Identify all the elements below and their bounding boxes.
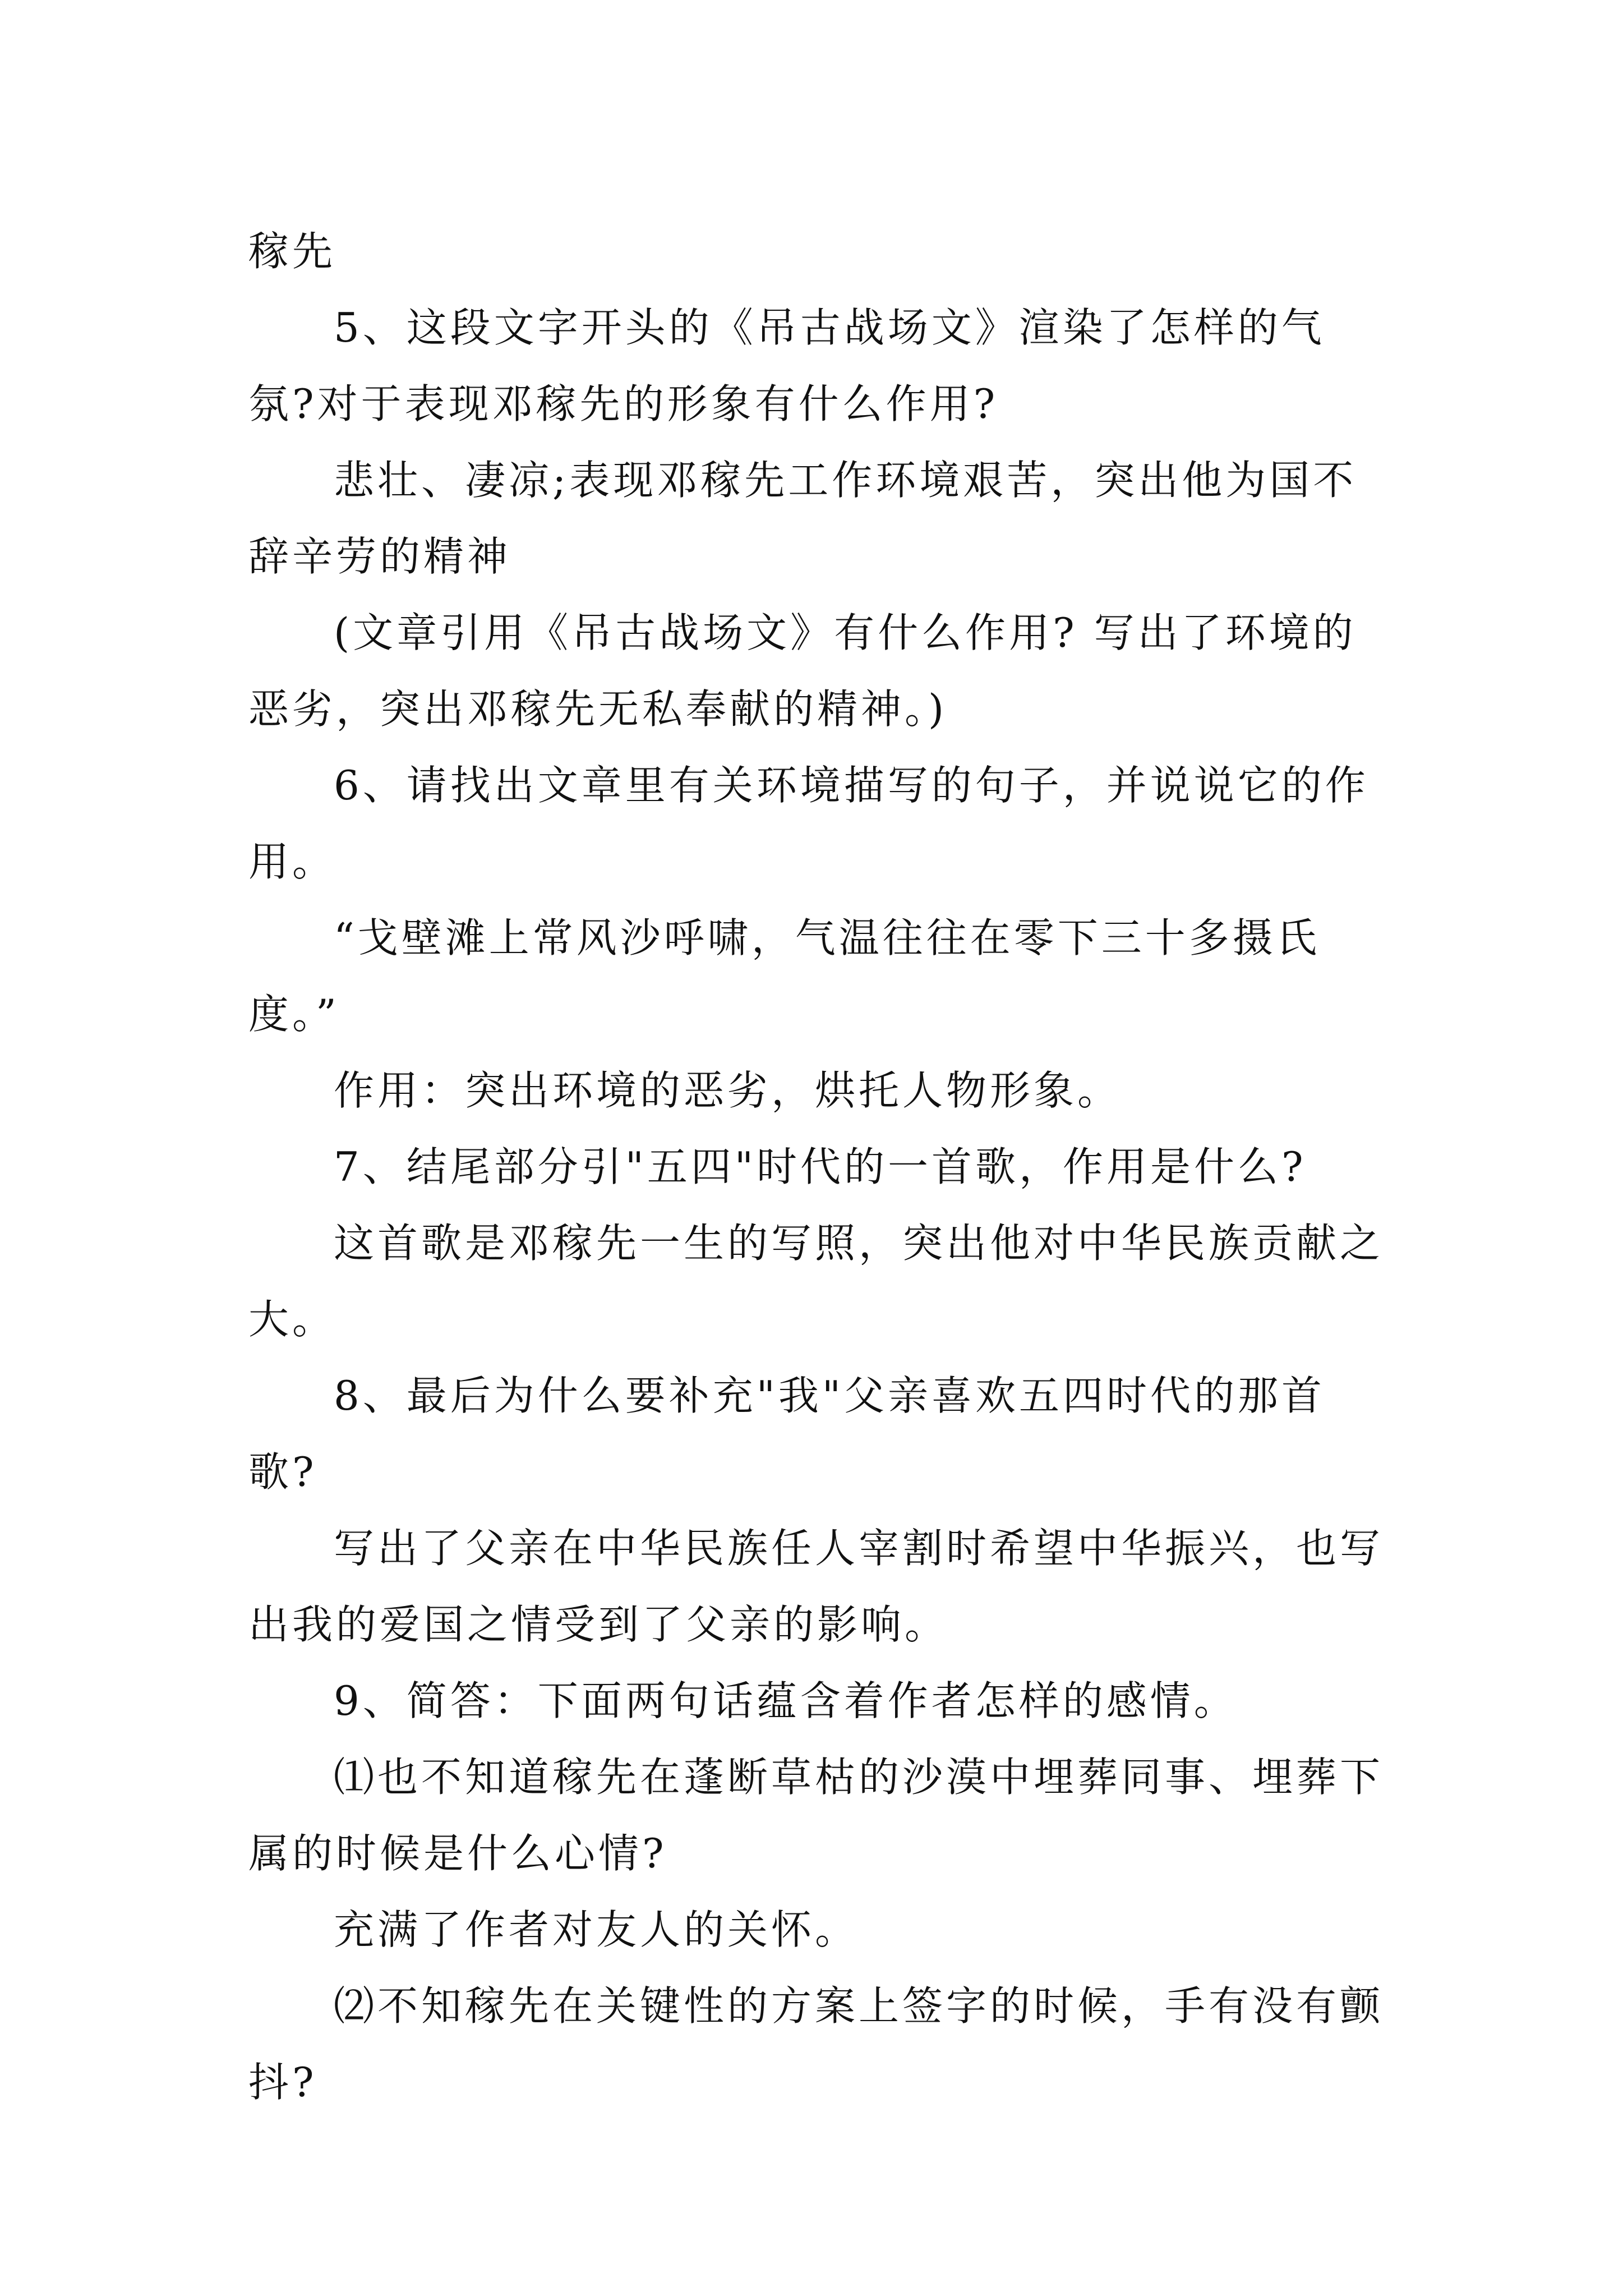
document-body xyxy=(248,213,1387,2120)
paragraph-sub-question-9-2: ⑵不知稼先在关键性的方案上签字的时候，手有没有颤抖? xyxy=(248,1982,1384,2106)
paragraph-question-5: 5、这段文字开头的《吊古战场文》渲染了怎样的气氛?对于表现邓稼先的形象有什么作用? xyxy=(248,304,1325,427)
paragraph-note-5: (文章引用《吊古战场文》有什么作用? 写出了环境的恶劣，突出邓稼先无私奉献的精神。) xyxy=(248,609,1357,733)
paragraph-sub-question-9-1: ⑴也不知道稼先在蓬断草枯的沙漠中埋葬同事、埋葬下属的时候是什么心情? xyxy=(248,1754,1384,1877)
paragraph-question-9: 9、简答：下面两句话蕴含着作者怎样的感情。 xyxy=(334,1677,1238,1724)
paragraph-answer-7: 这首歌是邓稼先一生的写照，突出他对中华民族贡献之大。 xyxy=(248,1220,1384,1343)
paragraph-question-6: 6、请找出文章里有关环境描写的句子，并说说它的作用。 xyxy=(248,762,1369,885)
paragraph-answer-6: 作用：突出环境的恶劣，烘托人物形象。 xyxy=(334,1067,1122,1114)
paragraph-answer-5: 悲壮、凄凉;表现邓稼先工作环境艰苦，突出他为国不辞辛劳的精神 xyxy=(248,457,1357,580)
paragraph-0: 稼先 xyxy=(248,228,336,275)
paragraph-question-8: 8、最后为什么要补充"我"父亲喜欢五四时代的那首歌? xyxy=(248,1372,1326,1496)
paragraph-quote-6: “戈壁滩上常风沙呼啸，气温往往在零下三十多摄氏度。” xyxy=(248,914,1320,1038)
paragraph-answer-8: 写出了父亲在中华民族任人宰割时希望中华振兴，也写出我的爱国之情受到了父亲的影响。 xyxy=(248,1525,1384,1648)
paragraph-question-7: 7、结尾部分引"五四"时代的一首歌，作用是什么? xyxy=(334,1143,1307,1190)
paragraph-answer-9-1: 充满了作者对友人的关怀。 xyxy=(334,1906,859,1953)
